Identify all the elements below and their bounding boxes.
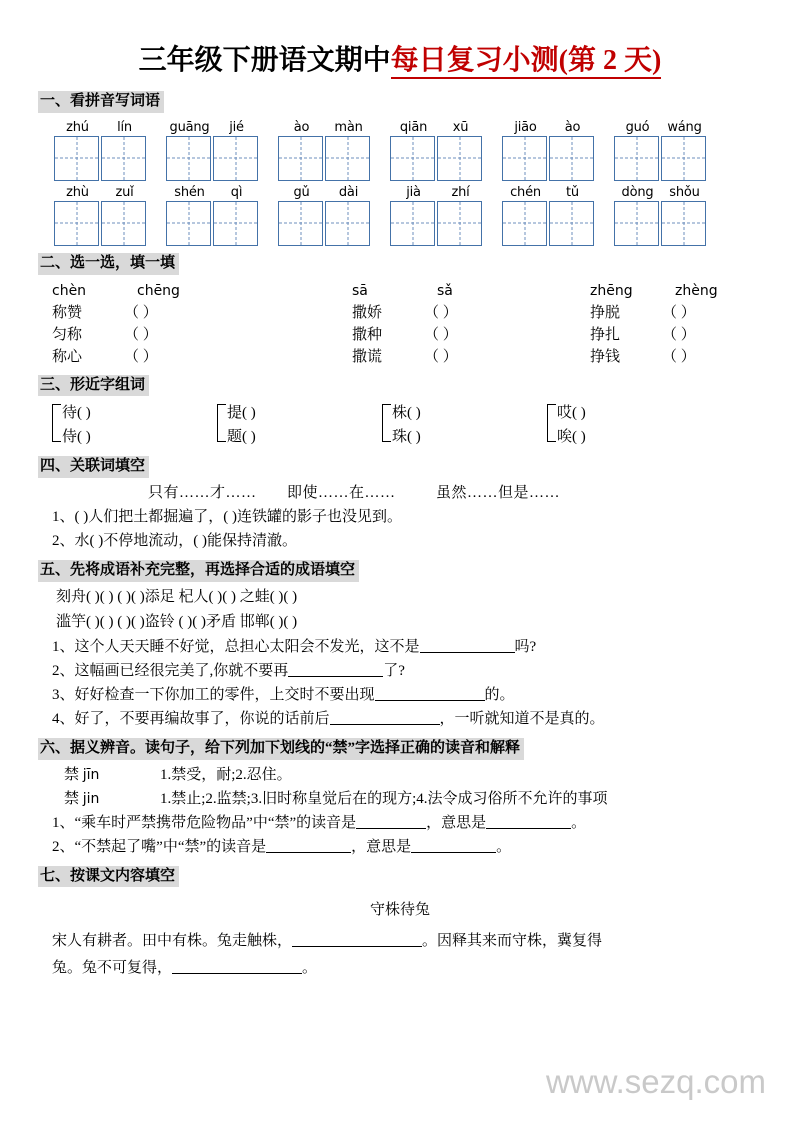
idiom-line[interactable]: 滥竽( )( ) ( )( )盗铃 ( )( )矛盾 邯郸( )( ) (56, 613, 298, 630)
similar-chars-group (52, 401, 217, 449)
vocab-word: 挣钱 (590, 348, 621, 365)
char-blank-top[interactable]: 株( ) (392, 405, 421, 422)
passage-title: 守株待兔 (369, 902, 430, 919)
question-text-end: 。 (571, 814, 587, 831)
writing-grid-box[interactable] (101, 201, 146, 246)
pinyin-text: gǔ (293, 184, 310, 200)
pinyin-text: jià (406, 184, 421, 200)
fill-blank[interactable] (292, 946, 422, 947)
question-text-end: 。 (496, 838, 512, 855)
fill-blank[interactable] (288, 676, 383, 677)
bracket-icon (382, 404, 391, 442)
pinyin-group (54, 184, 148, 246)
pinyin-text: tǔ (566, 184, 579, 200)
choose-fill-item (352, 302, 590, 324)
conjunction-word-bank (148, 481, 762, 505)
choose-fill-row (52, 302, 762, 324)
passage-text: 。 (302, 960, 318, 977)
pinyin-group (502, 119, 596, 181)
pinyin-option: zhèng (675, 282, 718, 299)
pinyin-group (390, 119, 484, 181)
watermark: www.sezq.com (545, 1063, 766, 1100)
page-title (38, 0, 762, 84)
writing-grid-box[interactable] (390, 201, 435, 246)
target-char: 禁 (64, 790, 80, 807)
answer-blank[interactable]: （ ） (124, 326, 158, 343)
writing-grid-box[interactable] (614, 201, 659, 246)
choose-fill-item (590, 346, 748, 368)
char-blank-bottom[interactable]: 侍( ) (62, 429, 91, 446)
passage-text: 兔。兔不可复得， (52, 960, 173, 977)
pinyin-group (614, 119, 708, 181)
similar-chars-group (382, 401, 547, 449)
similar-chars-items (392, 401, 421, 449)
question-line (52, 811, 762, 835)
pinyin-text: ào (293, 119, 310, 135)
fill-blank[interactable] (330, 724, 440, 725)
fill-blank[interactable] (375, 700, 485, 701)
question-text: 2、“不禁起了嘴”中“禁”的读音是 (52, 838, 267, 855)
meaning-list: 1.禁受，耐;2.忍住。 (160, 766, 292, 783)
pinyin-reading: jin (82, 790, 100, 807)
question-text-end: ，一听就知道不是真的。 (439, 710, 605, 727)
passage-body (52, 928, 762, 982)
section-7 (38, 859, 762, 983)
pinyin-group (166, 119, 260, 181)
bracket-icon (547, 404, 556, 442)
answer-blank[interactable]: （ ） (124, 348, 158, 365)
vocab-word: 匀称 (52, 326, 83, 343)
question-text-mid: ，意思是 (426, 814, 487, 831)
bracket-icon (52, 404, 61, 442)
similar-chars-items (557, 401, 586, 449)
target-char: 禁 (64, 766, 80, 783)
pinyin-option: chèn (52, 282, 87, 299)
pinyin-group (278, 119, 372, 181)
pinyin-cell (549, 184, 596, 246)
vocab-word: 挣扎 (590, 326, 621, 343)
similar-chars-row (52, 401, 762, 449)
vocab-word: 撒谎 (352, 348, 383, 365)
pinyin-cell (54, 119, 101, 181)
char-blank-top[interactable]: 提( ) (227, 405, 256, 422)
writing-grid-box[interactable] (549, 201, 594, 246)
pinyin-group (502, 184, 596, 246)
pinyin-cell (325, 119, 372, 181)
char-blank-bottom[interactable]: 珠( ) (392, 429, 421, 446)
fill-blank[interactable] (356, 828, 426, 829)
fill-blank[interactable] (172, 973, 302, 974)
writing-grid-box[interactable] (502, 136, 547, 181)
choose-fill-item (352, 324, 590, 346)
pinyin-text: màn (334, 119, 363, 135)
vocab-word: 挣脱 (590, 304, 621, 321)
choose-fill-item (590, 302, 748, 324)
answer-blank[interactable]: （ ） (124, 304, 158, 321)
pinyin-cell (325, 184, 372, 246)
pinyin-option: sā (352, 282, 368, 299)
pinyin-pair-group (590, 280, 760, 302)
pinyin-text: zuǐ (115, 184, 134, 200)
writing-grid-box[interactable] (661, 201, 706, 246)
writing-grid-box[interactable] (101, 136, 146, 181)
writing-grid-box[interactable] (390, 136, 435, 181)
writing-grid-box[interactable] (437, 136, 482, 181)
question-line (52, 835, 762, 859)
writing-grid-box[interactable] (325, 136, 370, 181)
pinyin-cell (213, 184, 260, 246)
pronunciation-definition (64, 787, 762, 811)
question-text: 2、这幅画已经很完美了,你就不要再 (52, 662, 289, 679)
pinyin-text: wáng (667, 119, 702, 135)
pinyin-cell (54, 184, 101, 246)
pinyin-cell (502, 119, 549, 181)
section-2 (38, 246, 762, 368)
pinyin-cell (278, 184, 325, 246)
question-line (52, 707, 762, 731)
idiom-line[interactable]: 刻舟( )( ) ( )( )添足 杞人( )( ) 之蛙( )( ) (56, 588, 298, 605)
pinyin-cell (661, 119, 708, 181)
writing-grid-box[interactable] (213, 201, 258, 246)
section-7-heading: 七、按课文内容填空 (38, 866, 179, 888)
section-6-heading: 六、据义辨音。读句子，给下列加下划线的“禁”字选择正确的读音和解释 (38, 738, 524, 760)
pinyin-group (390, 184, 484, 246)
pinyin-header-row (52, 280, 762, 302)
pinyin-text: zhí (451, 184, 470, 200)
choose-fill-item (52, 346, 352, 368)
conjunction-option: 只有……才…… (148, 485, 257, 501)
answer-blank[interactable]: （ ） (662, 304, 696, 321)
vocab-word: 撒种 (352, 326, 383, 343)
char-blank-top[interactable]: 待( ) (62, 405, 91, 422)
writing-grid-box[interactable] (54, 136, 99, 181)
pinyin-text: zhú (66, 119, 89, 135)
section-3 (38, 368, 762, 450)
question-line (52, 683, 762, 707)
choose-fill-item (590, 324, 748, 346)
choose-fill-row (52, 346, 762, 368)
char-blank-top[interactable]: 哎( ) (557, 405, 586, 422)
pinyin-cell (437, 184, 484, 246)
char-blank-bottom[interactable]: 题( ) (227, 429, 256, 446)
pinyin-pair-group (352, 280, 590, 302)
pinyin-text: zhù (66, 184, 89, 200)
pinyin-group (54, 119, 148, 181)
question-line (52, 635, 762, 659)
meaning-list: 1.禁止;2.监禁;3.旧时称皇觉后在的现方;4.法令成习俗所不允许的事项 (160, 790, 608, 807)
pinyin-cell (502, 184, 549, 246)
char-pinyin-key (64, 763, 160, 787)
char-blank-bottom[interactable]: 唉( ) (557, 429, 586, 446)
fill-blank[interactable] (266, 852, 351, 853)
pinyin-text: ào (564, 119, 581, 135)
question-text-end: 的。 (484, 686, 515, 703)
fill-blank[interactable] (486, 828, 571, 829)
pinyin-cell (390, 184, 437, 246)
section-5-heading: 五、先将成语补充完整，再选择合适的成语填空 (38, 560, 359, 582)
passage-text: 。因释其来而守株，冀复得 (422, 933, 603, 950)
question-text: 4、好了，不要再编故事了，你说的话前后 (52, 710, 330, 727)
similar-chars-items (62, 401, 91, 449)
section-2-heading: 二、选一选，填一填 (38, 253, 179, 275)
pinyin-text: xū (452, 119, 469, 135)
pinyin-cell (278, 119, 325, 181)
pinyin-text: guó (625, 119, 650, 135)
writing-grid-box[interactable] (661, 136, 706, 181)
choose-fill-table (52, 280, 762, 368)
question-text-mid: ，意思是 (351, 838, 412, 855)
pinyin-option: zhēng (590, 282, 633, 299)
answer-blank[interactable]: （ ） (662, 326, 696, 343)
question-line (52, 659, 762, 683)
pinyin-text: jiāo (514, 119, 537, 135)
similar-chars-items (227, 401, 256, 449)
pinyin-cell (661, 184, 708, 246)
pinyin-group (614, 184, 708, 246)
pinyin-text: qiān (399, 119, 428, 135)
pronunciation-definition (64, 763, 762, 787)
writing-grid-box[interactable] (278, 136, 323, 181)
similar-chars-group (217, 401, 382, 449)
passage-text: 宋人有耕者。田中有株。兔走触株， (52, 933, 293, 950)
pinyin-reading: jīn (82, 766, 100, 783)
page-title-red: 每日复习小测(第 2 天) (391, 45, 662, 79)
vocab-word: 撒娇 (352, 304, 383, 321)
fill-blank[interactable] (411, 852, 496, 853)
choose-fill-item (352, 346, 590, 368)
pinyin-option: sǎ (437, 282, 453, 299)
fill-blank[interactable] (420, 652, 515, 653)
pinyin-cell (437, 119, 484, 181)
question-line[interactable]: 1、( )人们把土都掘遍了，( )连铁罐的影子也没见到。 (52, 509, 402, 525)
answer-blank[interactable]: （ ） (424, 326, 458, 343)
pinyin-group (278, 184, 372, 246)
pinyin-cell (101, 119, 148, 181)
pinyin-text: jié (229, 119, 244, 135)
pinyin-row-2 (54, 184, 762, 246)
question-text: 1、这个人天天睡不好觉，总担心太阳会不发光，这不是 (52, 638, 420, 655)
choose-fill-row (52, 324, 762, 346)
question-line[interactable]: 2、水( )不停地流动，( )能保持清澈。 (52, 533, 297, 549)
conjunction-option: 即使……在…… (287, 485, 396, 501)
conjunction-option: 虽然……但是…… (436, 485, 561, 501)
pinyin-text: qì (230, 184, 243, 200)
pinyin-option: chēng (137, 282, 180, 299)
writing-grid-box[interactable] (437, 201, 482, 246)
pinyin-text: shǒu (669, 184, 700, 200)
pinyin-text: dòng (621, 184, 654, 200)
writing-grid-box[interactable] (54, 201, 99, 246)
pinyin-text: chén (510, 184, 541, 200)
section-1 (38, 84, 762, 246)
writing-grid-box[interactable] (614, 136, 659, 181)
writing-grid-box[interactable] (502, 201, 547, 246)
writing-grid-box[interactable] (278, 201, 323, 246)
pinyin-cell (166, 184, 213, 246)
writing-grid-box[interactable] (166, 136, 211, 181)
pinyin-cell (614, 184, 661, 246)
bracket-icon (217, 404, 226, 442)
pinyin-text: shén (174, 184, 205, 200)
question-text-end: 吗? (514, 638, 537, 655)
answer-blank[interactable]: （ ） (424, 348, 458, 365)
pinyin-cell (213, 119, 260, 181)
section-1-heading: 一、看拼音写词语 (38, 91, 164, 113)
answer-blank[interactable]: （ ） (662, 348, 696, 365)
writing-grid-box[interactable] (549, 136, 594, 181)
pinyin-cell (549, 119, 596, 181)
pinyin-cell (390, 119, 437, 181)
section-4 (38, 449, 762, 553)
writing-grid-box[interactable] (166, 201, 211, 246)
question-text: 1、“乘车时严禁携带危险物品”中“禁”的读音是 (52, 814, 357, 831)
pinyin-group (166, 184, 260, 246)
vocab-word: 称赞 (52, 304, 83, 321)
pinyin-text: guāng (169, 119, 210, 135)
pinyin-cell (614, 119, 661, 181)
pinyin-row-1 (54, 119, 762, 181)
pinyin-text: dài (338, 184, 359, 200)
section-3-heading: 三、形近字组词 (38, 375, 149, 397)
similar-chars-group (547, 401, 712, 449)
choose-fill-item (52, 324, 352, 346)
section-5 (38, 553, 762, 731)
pinyin-pair-group (52, 280, 352, 302)
choose-fill-item (52, 302, 352, 324)
question-text-end: 了? (383, 662, 405, 679)
vocab-word: 称心 (52, 348, 83, 365)
question-text: 3、好好检查一下你加工的零件，上交时不要出现 (52, 686, 375, 703)
writing-grid-box[interactable] (213, 136, 258, 181)
pinyin-cell (101, 184, 148, 246)
page-title-black: 三年级下册语文期中 (138, 45, 391, 76)
char-pinyin-key (64, 787, 160, 811)
pinyin-cell (166, 119, 213, 181)
answer-blank[interactable]: （ ） (424, 304, 458, 321)
section-4-heading: 四、关联词填空 (38, 456, 149, 478)
writing-grid-box[interactable] (325, 201, 370, 246)
pinyin-text: lín (117, 119, 132, 135)
section-6 (38, 731, 762, 859)
